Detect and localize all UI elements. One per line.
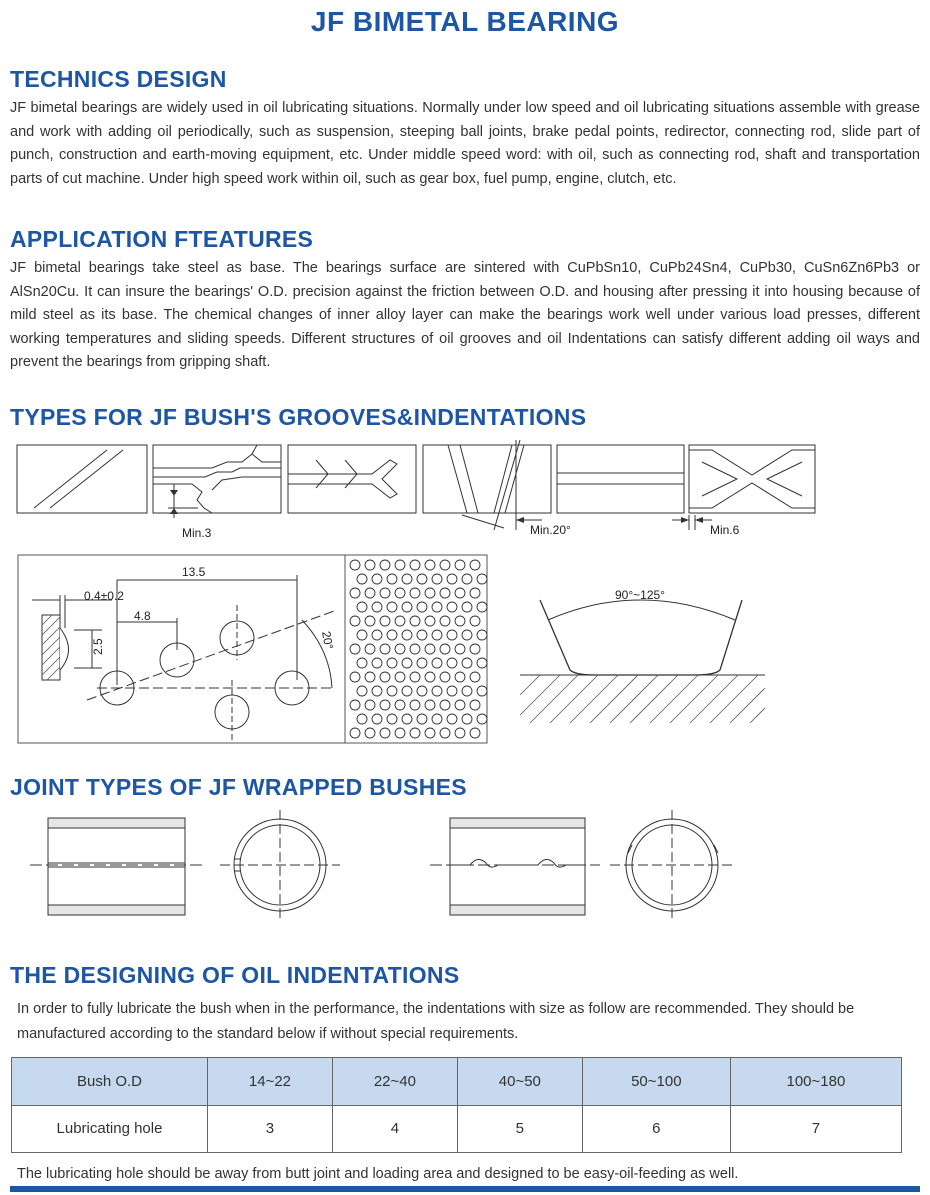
table-cell: 22~40 — [332, 1058, 457, 1106]
oil-note: The lubricating hole should be away from butt joint and loading area and designed to be easy-oil-feeding as well. — [17, 1166, 739, 1182]
oil-heading: THE DESIGNING OF OIL INDENTATIONS — [10, 962, 460, 988]
table-row-lubricating-hole — [12, 1105, 902, 1153]
table-cell: Lubricating hole — [12, 1105, 208, 1153]
table-cell: 3 — [208, 1105, 333, 1153]
groove-panel-5 — [557, 445, 684, 513]
groove-panel-6 — [689, 445, 815, 513]
joint-heading: JOINT TYPES OF JF WRAPPED BUSHES — [10, 774, 467, 800]
min6-label: Min.6 — [710, 523, 740, 537]
application-text: JF bimetal bearings take steel as base. The bearings surface are sintered with CuPbSn10, CuPb24Sn4, CuPb30, CuSn6Zn6Pb3 or AlSn20Cu. It can insure the bearings' O.D. precision against the friction between O.D. and housing after pressing it into housing because of mild steel as its base. The chemical changes of inner alloy layer can make the bearings work well under various load presses, different working temperatures and sliding speeds. Different structures of oil grooves and oil Indentations can satisfy different adding oil ways and prevent the bearings from gripping shaft. — [10, 260, 920, 370]
dim-13-5-label: 13.5 — [182, 565, 206, 579]
min3-label: Min.3 — [182, 526, 212, 540]
application-heading: APPLICATION FTEATURES — [10, 226, 314, 252]
angle-range-label: 90°~125° — [615, 588, 665, 602]
indentation-angle-diagram — [520, 585, 770, 725]
min20-label: Min.20° — [530, 523, 571, 537]
indentation-dot-pattern — [350, 560, 487, 738]
table-cell: 40~50 — [457, 1058, 582, 1106]
table-cell: 7 — [730, 1105, 901, 1153]
technics-heading: TECHNICS DESIGN — [10, 66, 227, 92]
table-cell: 5 — [457, 1105, 582, 1153]
indentation-dimension-diagram — [12, 550, 492, 745]
table-cell: 6 — [582, 1105, 730, 1153]
table-row-bush-od — [12, 1058, 902, 1106]
groove-panel-2 — [153, 445, 281, 513]
table-cell: 50~100 — [582, 1058, 730, 1106]
joint-types-diagram — [20, 815, 780, 920]
grooves-heading: TYPES FOR JF BUSH'S GROOVES&INDENTATIONS — [10, 404, 587, 430]
table-cell: 4 — [332, 1105, 457, 1153]
page-title: JF BIMETAL BEARING — [310, 6, 620, 37]
groove-panel-3 — [288, 445, 416, 513]
table-cell: 14~22 — [208, 1058, 333, 1106]
dim-20deg-label: 20° — [319, 630, 336, 651]
indentation-table — [11, 1057, 902, 1153]
table-cell: Bush O.D — [12, 1058, 208, 1106]
groove-panel-1 — [17, 445, 147, 513]
groove-types-diagram — [12, 440, 912, 545]
groove-panel-4 — [423, 445, 551, 513]
dim-2-5-label: 2.5 — [91, 638, 105, 655]
technics-text: JF bimetal bearings are widely used in oil lubricating situations. Normally under low speed and oil lubricating situations assemble with grease and work with adding oil periodically, such as suspension, steeping ball joints, brake pedal points, redirector, connecting rod, slide part of punch, construction and earth-moving equipment, etc. Under middle speed word: with oil, such as connecting rod, shaft and transportation parts of cut machine. Under high speed work within oil, such as gear box, fuel pump, engine, clutch, etc. — [10, 100, 920, 187]
table-cell: 100~180 — [730, 1058, 901, 1106]
dim-0-4-label: 0.4±0.2 — [84, 589, 124, 603]
oil-text: In order to fully lubricate the bush when in the performance, the indentations with size as follow are recommended. They should be manufactured according to the standard below if without special requirements. — [17, 1001, 855, 1042]
dim-4-8-label: 4.8 — [134, 609, 151, 623]
bottom-rule — [10, 1186, 920, 1192]
